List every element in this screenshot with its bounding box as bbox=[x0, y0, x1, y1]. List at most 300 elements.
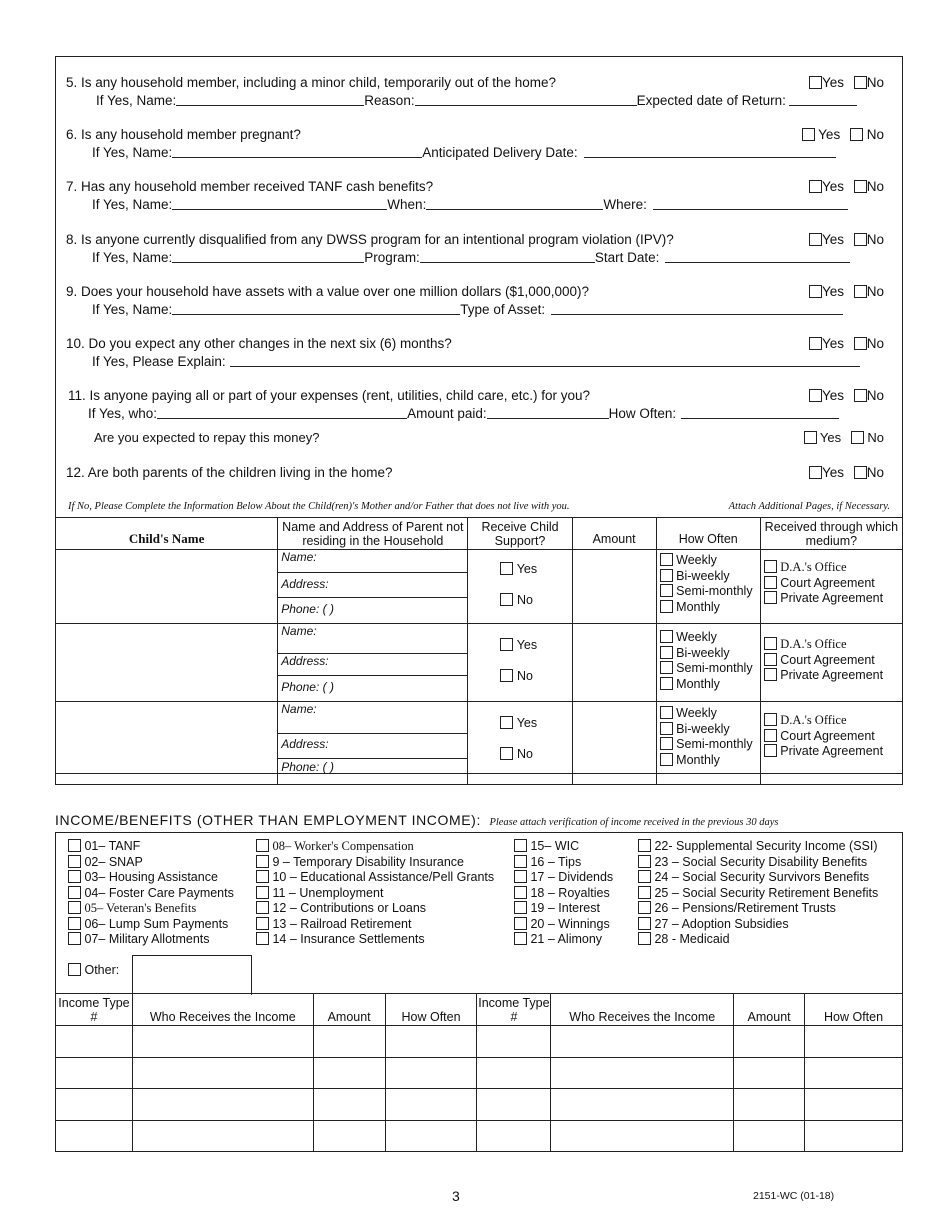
no-label: No bbox=[867, 430, 884, 445]
monthly-checkbox[interactable] bbox=[660, 753, 673, 766]
question-12 bbox=[66, 465, 892, 483]
yes-checkbox[interactable] bbox=[809, 466, 822, 479]
parent-info-cell bbox=[278, 702, 468, 785]
name-field[interactable] bbox=[172, 198, 387, 210]
field-label: If Yes, Name: bbox=[92, 250, 173, 265]
income-type-label: 18 – Royalties bbox=[530, 885, 610, 900]
header-how-often: How Often bbox=[805, 994, 903, 1026]
table-row bbox=[56, 1057, 903, 1089]
header-amount: Amount bbox=[313, 994, 385, 1026]
income-type-label: 22- Supplemental Security Income (SSI) bbox=[654, 839, 878, 853]
semimonthly-checkbox[interactable] bbox=[660, 584, 673, 597]
income-type-label: 10 – Educational Assistance/Pell Grants bbox=[272, 870, 495, 884]
no-checkbox[interactable] bbox=[854, 466, 867, 479]
field-label: If Yes, Name: bbox=[92, 302, 173, 317]
no-label: No bbox=[866, 75, 884, 90]
yes-label: Yes bbox=[516, 562, 538, 576]
name-field[interactable] bbox=[172, 303, 460, 315]
question-label: 11. Is anyone paying all or part of your expenses (rent, utilities, child care, etc.) for you? bbox=[68, 388, 591, 403]
income-cell[interactable] bbox=[551, 1026, 734, 1058]
table-row bbox=[56, 1026, 903, 1058]
income-checkbox[interactable] bbox=[256, 932, 269, 945]
receive-support-cell bbox=[468, 550, 572, 624]
field-label: Where: bbox=[603, 197, 647, 212]
header-amount: Amount bbox=[734, 994, 805, 1026]
name-field[interactable] bbox=[172, 146, 422, 158]
yes-checkbox[interactable] bbox=[804, 431, 817, 444]
yes-checkbox[interactable] bbox=[500, 716, 513, 729]
header-how-often: How Often bbox=[385, 994, 477, 1026]
income-cell[interactable] bbox=[56, 1026, 133, 1058]
income-type-label: 16 – Tips bbox=[530, 854, 582, 869]
income-table bbox=[55, 993, 903, 1152]
no-label: No bbox=[866, 232, 884, 247]
income-cell[interactable] bbox=[313, 1057, 385, 1089]
income-checkbox[interactable] bbox=[256, 917, 269, 930]
income-checkbox[interactable] bbox=[256, 870, 269, 883]
name-field[interactable] bbox=[176, 94, 364, 106]
header-amount: Amount bbox=[572, 518, 656, 550]
yes-checkbox[interactable] bbox=[809, 337, 822, 350]
delivery-date-field[interactable] bbox=[584, 146, 836, 158]
no-checkbox[interactable] bbox=[850, 128, 863, 141]
income-types-col-1 bbox=[68, 839, 234, 948]
semimonthly-checkbox[interactable] bbox=[660, 737, 673, 750]
other-checkbox[interactable] bbox=[68, 963, 81, 976]
field-label: If Yes, Name: bbox=[92, 145, 173, 160]
header-how-often: How Often bbox=[656, 518, 760, 550]
no-checkbox[interactable] bbox=[854, 389, 867, 402]
table-row bbox=[56, 1120, 903, 1152]
yes-label: Yes bbox=[821, 388, 844, 403]
income-cell[interactable] bbox=[477, 1089, 551, 1121]
question-7 bbox=[66, 179, 892, 215]
question-11 bbox=[68, 388, 892, 424]
income-types-col-4 bbox=[638, 839, 878, 948]
private-agreement-checkbox[interactable] bbox=[764, 668, 777, 681]
no-checkbox[interactable] bbox=[854, 180, 867, 193]
yes-label: Yes bbox=[821, 179, 844, 194]
field-label: Type of Asset: bbox=[460, 302, 546, 317]
income-checkbox[interactable] bbox=[256, 839, 269, 852]
question-10 bbox=[66, 336, 892, 372]
income-checkbox[interactable] bbox=[638, 839, 651, 852]
weekly-label: Weekly bbox=[676, 706, 717, 720]
income-checkbox[interactable] bbox=[256, 855, 269, 868]
field-label: If Yes, Name: bbox=[92, 197, 173, 212]
yes-no-group bbox=[809, 336, 884, 351]
yes-label: Yes bbox=[818, 127, 841, 142]
parent-address-field[interactable]: Address: bbox=[278, 654, 467, 676]
yes-checkbox[interactable] bbox=[500, 562, 513, 575]
monthly-checkbox[interactable] bbox=[660, 600, 673, 613]
amount-cell[interactable] bbox=[572, 624, 656, 702]
field-label: If Yes, who: bbox=[88, 406, 158, 421]
income-type-label: 27 – Adoption Subsidies bbox=[654, 916, 789, 931]
question-9 bbox=[66, 284, 892, 320]
program-field[interactable] bbox=[420, 251, 595, 263]
no-checkbox[interactable] bbox=[854, 285, 867, 298]
field-label: How Often: bbox=[608, 406, 677, 421]
court-agreement-label: Court Agreement bbox=[780, 652, 875, 667]
court-agreement-checkbox[interactable] bbox=[764, 729, 777, 742]
explain-field[interactable] bbox=[230, 355, 860, 367]
income-checkbox[interactable] bbox=[514, 886, 527, 899]
field-label: Anticipated Delivery Date: bbox=[422, 145, 578, 160]
no-label: No bbox=[516, 747, 533, 761]
private-agreement-label: Private Agreement bbox=[780, 591, 884, 605]
table-row bbox=[56, 550, 903, 624]
yes-label: Yes bbox=[821, 284, 844, 299]
income-type-label: 05– Veteran's Benefits bbox=[84, 901, 197, 915]
income-cell[interactable] bbox=[734, 1120, 805, 1152]
yes-no-group bbox=[809, 232, 884, 247]
biweekly-checkbox[interactable] bbox=[660, 646, 673, 659]
medium-cell bbox=[760, 550, 902, 624]
question-label: 12. Are both parents of the children living in the home? bbox=[66, 465, 393, 480]
income-checkbox[interactable] bbox=[68, 886, 81, 899]
child-support-table bbox=[55, 517, 903, 785]
return-date-field[interactable] bbox=[789, 94, 857, 106]
yes-checkbox[interactable] bbox=[809, 76, 822, 89]
biweekly-checkbox[interactable] bbox=[660, 569, 673, 582]
amount-cell[interactable] bbox=[572, 550, 656, 624]
income-type-label: 28 - Medicaid bbox=[654, 932, 730, 946]
no-label: No bbox=[516, 669, 533, 683]
question-repay bbox=[94, 430, 892, 448]
income-type-label: 21 – Alimony bbox=[530, 932, 603, 946]
field-label: When: bbox=[387, 197, 427, 212]
child-name-cell[interactable] bbox=[56, 624, 278, 702]
semimonthly-checkbox[interactable] bbox=[660, 661, 673, 674]
income-checkbox[interactable] bbox=[256, 901, 269, 914]
medium-cell bbox=[760, 624, 902, 702]
parent-info-cell bbox=[278, 550, 468, 624]
header-income-type: Income Type # bbox=[477, 994, 551, 1026]
income-checkbox[interactable] bbox=[638, 917, 651, 930]
no-label: No bbox=[866, 284, 884, 299]
weekly-checkbox[interactable] bbox=[660, 630, 673, 643]
income-type-label: 24 – Social Security Survivors Benefits bbox=[654, 870, 870, 884]
income-type-label: 04– Foster Care Payments bbox=[84, 885, 234, 900]
yes-no-group bbox=[809, 284, 884, 299]
field-label: If Yes, Please Explain: bbox=[92, 354, 226, 369]
income-type-label: 20 – Winnings bbox=[530, 916, 610, 931]
income-cell[interactable] bbox=[313, 1089, 385, 1121]
medium-cell bbox=[760, 702, 902, 785]
no-label: No bbox=[866, 179, 884, 194]
income-checkbox[interactable] bbox=[638, 932, 651, 945]
monthly-label: Monthly bbox=[676, 599, 720, 614]
when-field[interactable] bbox=[426, 198, 603, 210]
question-6 bbox=[66, 127, 892, 163]
yes-no-group bbox=[802, 127, 884, 142]
income-cell[interactable] bbox=[385, 1057, 477, 1089]
income-cell[interactable] bbox=[551, 1089, 734, 1121]
income-type-label: 19 – Interest bbox=[530, 901, 600, 915]
income-checkbox[interactable] bbox=[638, 855, 651, 868]
name-field[interactable] bbox=[172, 251, 364, 263]
income-type-label: 15– WIC bbox=[530, 839, 580, 853]
income-types-col-3 bbox=[514, 839, 613, 948]
question-label: 5. Is any household member, including a minor child, temporarily out of the home? bbox=[66, 75, 557, 90]
frequency-cell bbox=[656, 624, 760, 702]
yes-no-group bbox=[804, 430, 884, 445]
da-office-checkbox[interactable] bbox=[764, 637, 777, 650]
income-checkbox[interactable] bbox=[514, 917, 527, 930]
monthly-label: Monthly bbox=[676, 752, 720, 767]
income-cell[interactable] bbox=[551, 1120, 734, 1152]
yes-label: Yes bbox=[821, 75, 844, 90]
monthly-label: Monthly bbox=[676, 676, 720, 691]
no-checkbox[interactable] bbox=[854, 337, 867, 350]
income-cell[interactable] bbox=[56, 1120, 133, 1152]
yes-no-group bbox=[809, 179, 884, 194]
income-cell[interactable] bbox=[805, 1026, 903, 1058]
income-cell[interactable] bbox=[385, 1120, 477, 1152]
other-income-field[interactable] bbox=[132, 955, 252, 995]
no-label: No bbox=[866, 388, 884, 403]
income-cell[interactable] bbox=[477, 1026, 551, 1058]
income-type-label: 25 – Social Security Retirement Benefits bbox=[654, 885, 879, 900]
da-office-checkbox[interactable] bbox=[764, 560, 777, 573]
biweekly-label: Bi-weekly bbox=[676, 645, 730, 660]
question-5 bbox=[66, 75, 892, 111]
income-type-label: 23 – Social Security Disability Benefits bbox=[654, 854, 868, 869]
income-cell[interactable] bbox=[805, 1120, 903, 1152]
weekly-checkbox[interactable] bbox=[660, 553, 673, 566]
yes-checkbox[interactable] bbox=[500, 638, 513, 651]
attach-note: Attach Additional Pages, if Necessary. bbox=[728, 501, 890, 512]
court-agreement-label: Court Agreement bbox=[780, 575, 875, 590]
field-label: Amount paid: bbox=[407, 406, 487, 421]
income-cell[interactable] bbox=[805, 1089, 903, 1121]
biweekly-checkbox[interactable] bbox=[660, 722, 673, 735]
income-checkbox[interactable] bbox=[638, 901, 651, 914]
income-type-label: 11 – Unemployment bbox=[272, 885, 384, 900]
income-type-label: 12 – Contributions or Loans bbox=[272, 901, 427, 915]
table-header-row bbox=[56, 518, 903, 550]
how-often-field[interactable] bbox=[681, 407, 839, 419]
income-section bbox=[55, 832, 903, 1152]
no-checkbox[interactable] bbox=[851, 431, 864, 444]
court-agreement-checkbox[interactable] bbox=[764, 576, 777, 589]
other-income-row bbox=[68, 963, 119, 977]
parent-phone-field[interactable]: Phone: ( ) bbox=[281, 680, 334, 694]
parent-address-field[interactable]: Address: bbox=[278, 573, 467, 598]
no-label: No bbox=[866, 127, 884, 142]
weekly-checkbox[interactable] bbox=[660, 706, 673, 719]
monthly-checkbox[interactable] bbox=[660, 677, 673, 690]
income-cell[interactable] bbox=[56, 1057, 133, 1089]
reason-field[interactable] bbox=[415, 94, 637, 106]
parent-name-field[interactable]: Name: bbox=[278, 550, 467, 573]
income-table-header bbox=[56, 994, 903, 1026]
income-cell[interactable] bbox=[477, 1057, 551, 1089]
question-label: Are you expected to repay this money? bbox=[94, 430, 320, 445]
income-cell[interactable] bbox=[734, 1089, 805, 1121]
income-checkbox[interactable] bbox=[256, 886, 269, 899]
yes-checkbox[interactable] bbox=[809, 389, 822, 402]
absent-parent-note: If No, Please Complete the Information Below About the Child(ren)'s Mother and/or Father that does not live with you. bbox=[68, 501, 570, 512]
income-cell[interactable] bbox=[132, 1057, 313, 1089]
form-number: 2151-WC (01-18) bbox=[753, 1190, 835, 1202]
income-cell[interactable] bbox=[734, 1026, 805, 1058]
weekly-label: Weekly bbox=[676, 553, 717, 567]
header-childs-name: Child's Name bbox=[56, 518, 278, 550]
income-checkbox[interactable] bbox=[514, 870, 527, 883]
no-label: No bbox=[866, 465, 884, 480]
income-type-label: 26 – Pensions/Retirement Trusts bbox=[654, 901, 836, 915]
child-name-cell[interactable] bbox=[56, 702, 278, 785]
question-8 bbox=[66, 232, 892, 268]
private-agreement-checkbox[interactable] bbox=[764, 591, 777, 604]
question-label: 9. Does your household have assets with a value over one million dollars ($1,000,000)? bbox=[66, 284, 590, 299]
da-office-checkbox[interactable] bbox=[764, 713, 777, 726]
no-label: No bbox=[866, 336, 884, 351]
private-agreement-label: Private Agreement bbox=[780, 668, 884, 682]
yes-label: Yes bbox=[821, 465, 844, 480]
da-office-label: D.A.'s Office bbox=[780, 713, 847, 727]
yes-no-group bbox=[809, 465, 884, 480]
income-type-label: 02– SNAP bbox=[84, 854, 143, 869]
yes-label: Yes bbox=[821, 232, 844, 247]
questions-section bbox=[55, 56, 903, 774]
income-cell[interactable] bbox=[734, 1057, 805, 1089]
header-parent-name-address: Name and Address of Parent not residing in the Household bbox=[278, 518, 468, 550]
amount-paid-field[interactable] bbox=[487, 407, 609, 419]
private-agreement-checkbox[interactable] bbox=[764, 744, 777, 757]
field-label: Reason: bbox=[364, 93, 415, 108]
income-type-label: 17 – Dividends bbox=[530, 870, 614, 884]
field-label: Program: bbox=[364, 250, 420, 265]
income-cell[interactable] bbox=[385, 1089, 477, 1121]
income-type-label: 06– Lump Sum Payments bbox=[84, 916, 229, 931]
income-cell[interactable] bbox=[132, 1120, 313, 1152]
income-type-label: 14 – Insurance Settlements bbox=[272, 932, 425, 946]
semimonthly-label: Semi-monthly bbox=[676, 661, 753, 675]
no-checkbox[interactable] bbox=[854, 76, 867, 89]
income-cell[interactable] bbox=[313, 1026, 385, 1058]
income-checkbox[interactable] bbox=[68, 839, 81, 852]
no-checkbox[interactable] bbox=[854, 233, 867, 246]
income-cell[interactable] bbox=[805, 1057, 903, 1089]
field-label: If Yes, Name: bbox=[96, 93, 177, 108]
parent-name-field[interactable]: Name: bbox=[278, 624, 467, 654]
yes-label: Yes bbox=[516, 716, 538, 730]
table-row bbox=[56, 702, 903, 785]
table-row bbox=[56, 1089, 903, 1121]
income-section-title bbox=[55, 812, 779, 828]
private-agreement-label: Private Agreement bbox=[780, 744, 884, 758]
receive-support-cell bbox=[468, 702, 572, 785]
yes-checkbox[interactable] bbox=[809, 285, 822, 298]
income-checkbox[interactable] bbox=[638, 870, 651, 883]
asset-type-field[interactable] bbox=[551, 303, 843, 315]
yes-checkbox[interactable] bbox=[809, 233, 822, 246]
semimonthly-label: Semi-monthly bbox=[676, 737, 753, 751]
income-cell[interactable] bbox=[56, 1089, 133, 1121]
income-checkbox[interactable] bbox=[514, 855, 527, 868]
header-income-type: Income Type # bbox=[56, 994, 133, 1026]
header-medium: Received through which medium? bbox=[760, 518, 902, 550]
income-cell[interactable] bbox=[551, 1057, 734, 1089]
income-checkbox[interactable] bbox=[68, 932, 81, 945]
income-type-label: 01– TANF bbox=[84, 839, 141, 853]
parent-phone-field[interactable]: Phone: ( ) bbox=[281, 602, 334, 616]
header-receive-support: Receive Child Support? bbox=[468, 518, 572, 550]
yes-label: Yes bbox=[821, 336, 844, 351]
yes-no-group bbox=[809, 388, 884, 403]
field-label: Expected date of Return: bbox=[636, 93, 786, 108]
income-note: Please attach verification of income received in the previous 30 days bbox=[489, 817, 779, 828]
header-who-receives: Who Receives the Income bbox=[551, 994, 734, 1026]
question-label: 8. Is anyone currently disqualified from any DWSS program for an intentional program violation (IPV)? bbox=[66, 232, 674, 247]
child-name-cell[interactable] bbox=[56, 550, 278, 624]
income-type-label: 07– Military Allotments bbox=[84, 932, 210, 946]
parent-address-field[interactable]: Address: bbox=[278, 734, 467, 759]
income-checkbox[interactable] bbox=[68, 901, 81, 914]
income-type-label: 08– Worker's Compensation bbox=[272, 839, 414, 853]
court-agreement-checkbox[interactable] bbox=[764, 653, 777, 666]
da-office-label: D.A.'s Office bbox=[780, 560, 847, 574]
da-office-label: D.A.'s Office bbox=[780, 637, 847, 651]
frequency-cell bbox=[656, 702, 760, 785]
no-checkbox[interactable] bbox=[500, 593, 513, 606]
income-title: INCOME/BENEFITS (OTHER THAN EMPLOYMENT INCOME): bbox=[55, 812, 481, 828]
income-cell[interactable] bbox=[132, 1026, 313, 1058]
field-label: Start Date: bbox=[594, 250, 660, 265]
income-cell[interactable] bbox=[385, 1026, 477, 1058]
no-label: No bbox=[516, 593, 533, 607]
income-cell[interactable] bbox=[477, 1120, 551, 1152]
parent-name-field[interactable]: Name: bbox=[278, 702, 467, 734]
question-label: 7. Has any household member received TANF cash benefits? bbox=[66, 179, 434, 194]
who-field[interactable] bbox=[157, 407, 407, 419]
page-number: 3 bbox=[452, 1188, 460, 1204]
income-checkbox[interactable] bbox=[68, 870, 81, 883]
no-checkbox[interactable] bbox=[500, 747, 513, 760]
parent-info-cell bbox=[278, 624, 468, 702]
income-type-label: 9 – Temporary Disability Insurance bbox=[272, 854, 465, 869]
no-checkbox[interactable] bbox=[500, 669, 513, 682]
yes-checkbox[interactable] bbox=[802, 128, 815, 141]
income-checkbox[interactable] bbox=[68, 855, 81, 868]
income-checkbox[interactable] bbox=[514, 932, 527, 945]
weekly-label: Weekly bbox=[676, 630, 717, 644]
semimonthly-label: Semi-monthly bbox=[676, 584, 753, 598]
where-field[interactable] bbox=[653, 198, 848, 210]
income-cell[interactable] bbox=[313, 1120, 385, 1152]
income-type-label: 03– Housing Assistance bbox=[84, 870, 218, 884]
parent-phone-field[interactable]: Phone: ( ) bbox=[281, 760, 334, 774]
amount-cell[interactable] bbox=[572, 702, 656, 785]
yes-no-group bbox=[809, 75, 884, 90]
income-checkbox[interactable] bbox=[68, 917, 81, 930]
start-date-field[interactable] bbox=[665, 251, 850, 263]
income-cell[interactable] bbox=[132, 1089, 313, 1121]
court-agreement-label: Court Agreement bbox=[780, 728, 875, 743]
biweekly-label: Bi-weekly bbox=[676, 568, 730, 583]
yes-checkbox[interactable] bbox=[809, 180, 822, 193]
income-types-col-2 bbox=[256, 839, 494, 948]
question-label: 10. Do you expect any other changes in the next six (6) months? bbox=[66, 336, 452, 351]
other-label: Other: bbox=[84, 963, 120, 977]
income-checkbox[interactable] bbox=[514, 901, 527, 914]
income-checkbox[interactable] bbox=[638, 886, 651, 899]
income-checkbox[interactable] bbox=[514, 839, 527, 852]
income-type-label: 13 – Railroad Retirement bbox=[272, 916, 412, 931]
